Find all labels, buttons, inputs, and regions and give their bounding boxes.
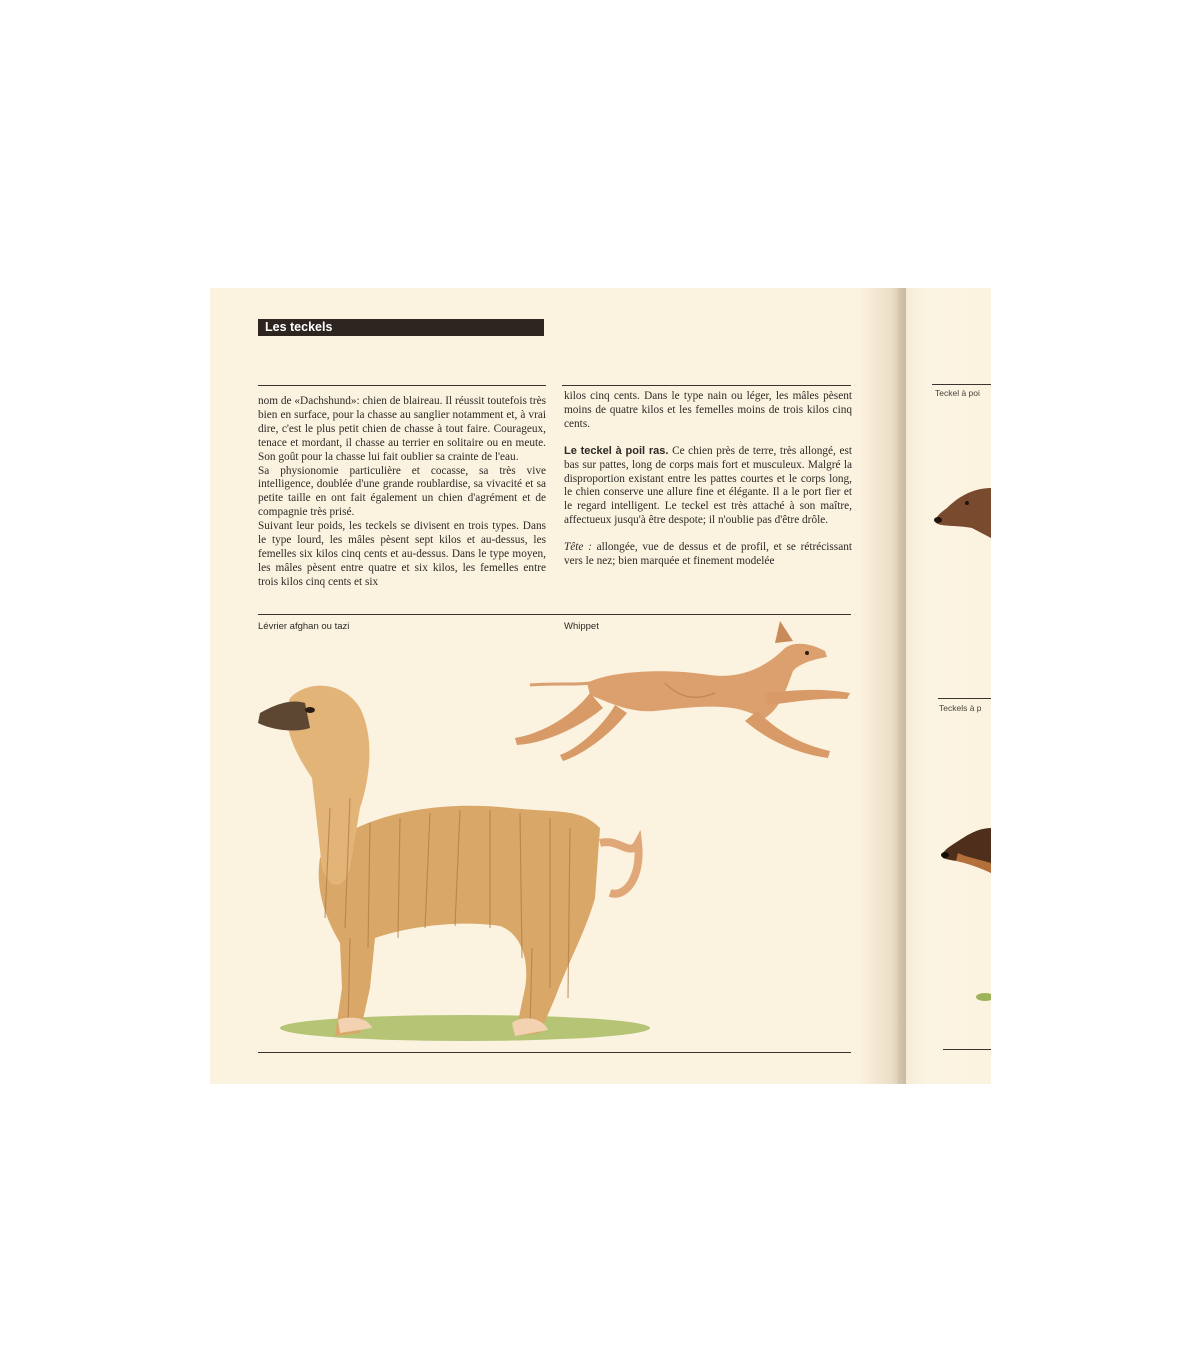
whippet-illustration	[495, 613, 860, 773]
paragraph	[564, 445, 852, 528]
book-gutter	[860, 288, 906, 1084]
section-heading: Le teckel à poil ras.	[564, 444, 669, 457]
paragraph	[564, 541, 852, 569]
teckel-head-top-illustration	[932, 483, 991, 553]
bottom-rule	[258, 1052, 851, 1053]
right-page-rule-mid	[938, 698, 991, 699]
paragraph: Suivant leur poids, les teckels se divisent en trois types. Dans le type lourd, les mâles pèsent sept kilos et au-dessus, les femelles six kilos cinq cents et au-dessus. Dans le type moyen, les mâles pèsent entre quatre et six kilos, les femelles entre trois kilos cinq cents et six	[258, 520, 546, 588]
paragraph: kilos cinq cents. Dans le type nain ou léger, les mâles pèsent moins de quatre kilos et les femelles moins de trois kilos cinq cents.	[564, 390, 852, 430]
tete-label: Tête :	[564, 541, 592, 554]
text-column-right	[564, 390, 852, 569]
section-title: Les teckels	[258, 319, 544, 336]
right-page	[898, 288, 991, 1084]
grass-patch	[975, 988, 991, 1002]
teckel-head-bottom-illustration	[938, 823, 991, 883]
top-rule-right	[562, 385, 851, 386]
caption-right-top: Teckel à poi	[935, 388, 980, 398]
top-rule-left	[258, 385, 546, 386]
paragraph: Sa physionomie particulière et cocasse, sa très vive intelligence, doublée d'une grande roublardise, sa vivacité et sa petite taille en ont fait également un chien d'agrément et de compagnie très prisé.	[258, 464, 546, 519]
text-column-left	[258, 395, 546, 590]
caption-afghan: Lévrier afghan ou tazi	[258, 621, 350, 632]
paragraph-body: allongée, vue de dessus et de profil, et se rétrécissant vers le nez; bien marquée et finement modelée	[564, 541, 853, 568]
paragraph: nom de «Dachshund»: chien de blaireau. Il réussit toutefois très bien en surface, pour la chasse au sanglier notamment et, à vrai dire, c'est le plus petit chien de chasse à tout faire. Courageux, tenace et mordant, il chasse au terrier en solitaire ou en meute. Son goût pour la chasse lui fait oublier sa crainte de l'eau.	[258, 395, 546, 463]
caption-right-bottom: Teckels à p	[939, 703, 982, 713]
right-page-rule-bottom	[943, 1049, 991, 1050]
book-scan	[210, 288, 991, 1084]
caption-whippet: Whippet	[564, 621, 599, 632]
right-page-rule-top	[932, 384, 991, 385]
paragraph-body: Ce chien près de terre, très allongé, est bas sur pattes, long de corps mais fort et musculeux. Malgré la disproportion existant entre les pattes courtes et le corps long, le chien conserve une allure fine et élégante. Il a le port fier et le regard intelligent. Le teckel est très attaché à son maître, affectueux jusqu'à être despote; il n'oublie pas d'être drôle.	[564, 444, 853, 527]
